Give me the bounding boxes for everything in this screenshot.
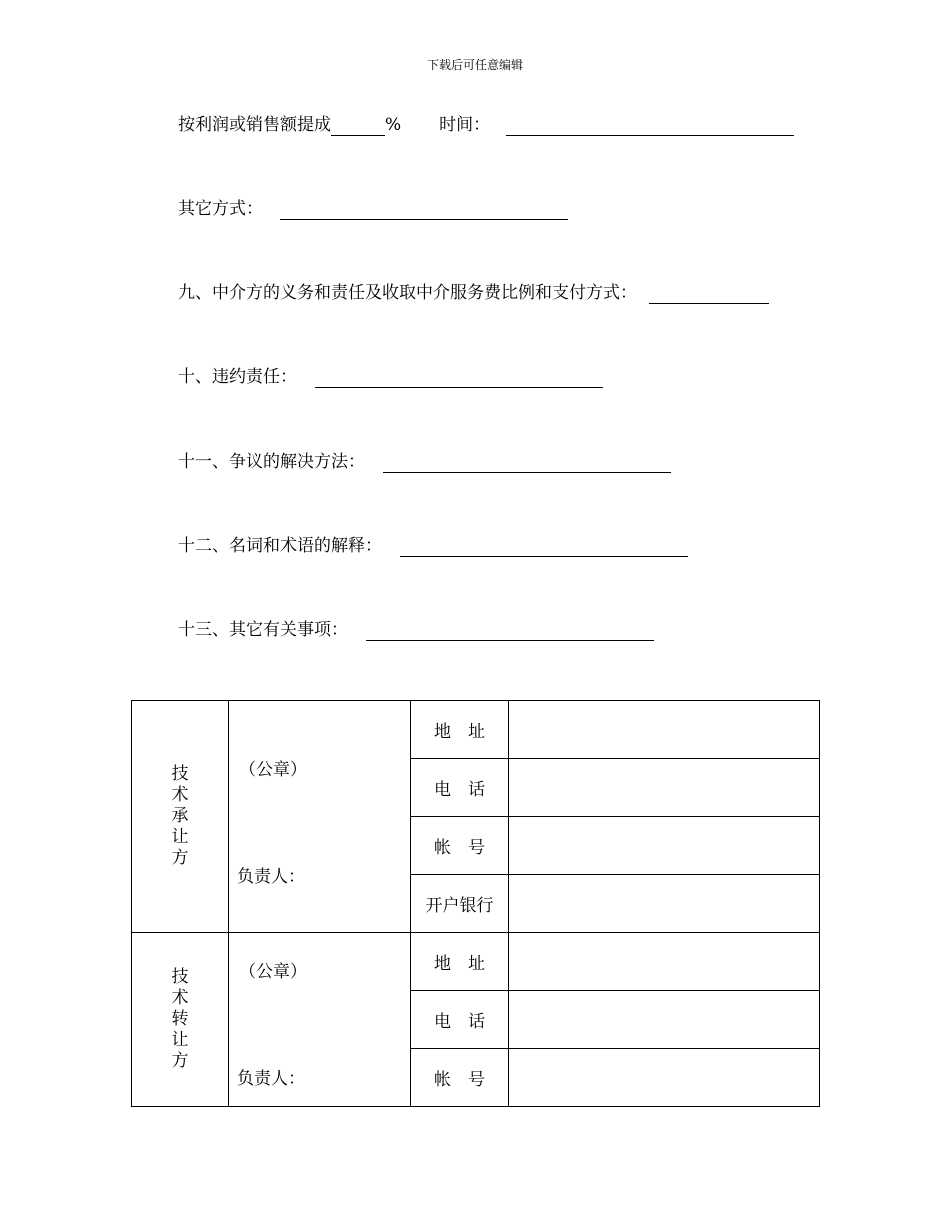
other-method-line <box>178 198 568 220</box>
transferor-title: 技 术 转 让 方 <box>132 933 229 1107</box>
item13-field[interactable] <box>366 622 654 641</box>
transferee-phone-field[interactable] <box>509 759 820 817</box>
commission-line <box>178 114 794 136</box>
transferor-account-field[interactable] <box>509 1049 820 1107</box>
item9-field[interactable] <box>649 285 769 304</box>
page-header-note: 下载后可任意编辑 <box>426 58 523 72</box>
transferee-seal-cell[interactable] <box>229 701 411 933</box>
transferee-bank-field[interactable] <box>509 875 820 933</box>
transferor-address-field[interactable] <box>509 933 820 991</box>
item9-line <box>178 282 769 304</box>
item11-label: 十一、争议的解决方法： <box>178 452 365 472</box>
other-method-label: 其它方式： <box>178 199 263 219</box>
transferee-responsible-label: 负责人： <box>237 867 305 887</box>
transferee-bank-label: 开户银行 <box>411 875 509 933</box>
item11-line <box>178 451 671 473</box>
item10-field[interactable] <box>315 369 603 388</box>
transferor-account-label: 帐 号 <box>411 1049 509 1107</box>
item10-line <box>178 366 603 388</box>
transferor-phone-label: 电 话 <box>411 991 509 1049</box>
transferor-seal-label: （公章） <box>239 962 307 982</box>
item12-field[interactable] <box>400 538 688 557</box>
time-field[interactable] <box>506 117 794 136</box>
item9-label: 九、中介方的义务和责任及收取中介服务费比例和支付方式： <box>178 283 637 303</box>
transferee-title: 技 术 承 让 方 <box>132 701 229 933</box>
commission-label: 按利润或销售额提成 <box>178 115 331 135</box>
transferor-seal-cell[interactable] <box>229 933 411 1107</box>
item10-label: 十、违约责任： <box>178 367 297 387</box>
percent-unit: % <box>385 115 402 135</box>
item13-label: 十三、其它有关事项： <box>178 620 348 640</box>
transferee-address-field[interactable] <box>509 701 820 759</box>
item11-field[interactable] <box>383 454 671 473</box>
transferee-account-label: 帐 号 <box>411 817 509 875</box>
transferor-address-label: 地 址 <box>411 933 509 991</box>
item12-line <box>178 535 688 557</box>
transferee-account-field[interactable] <box>509 817 820 875</box>
item12-label: 十二、名词和术语的解释： <box>178 536 382 556</box>
time-label: 时间： <box>439 115 491 135</box>
other-method-field[interactable] <box>280 201 568 220</box>
transferee-seal-label: （公章） <box>239 760 307 780</box>
transferor-phone-field[interactable] <box>509 991 820 1049</box>
transferee-phone-label: 电 话 <box>411 759 509 817</box>
transferor-responsible-label: 负责人： <box>237 1069 305 1089</box>
commission-percent-field[interactable] <box>331 117 385 136</box>
item13-line <box>178 619 654 641</box>
transferee-address-label: 地 址 <box>411 701 509 759</box>
signature-table <box>131 700 820 1107</box>
